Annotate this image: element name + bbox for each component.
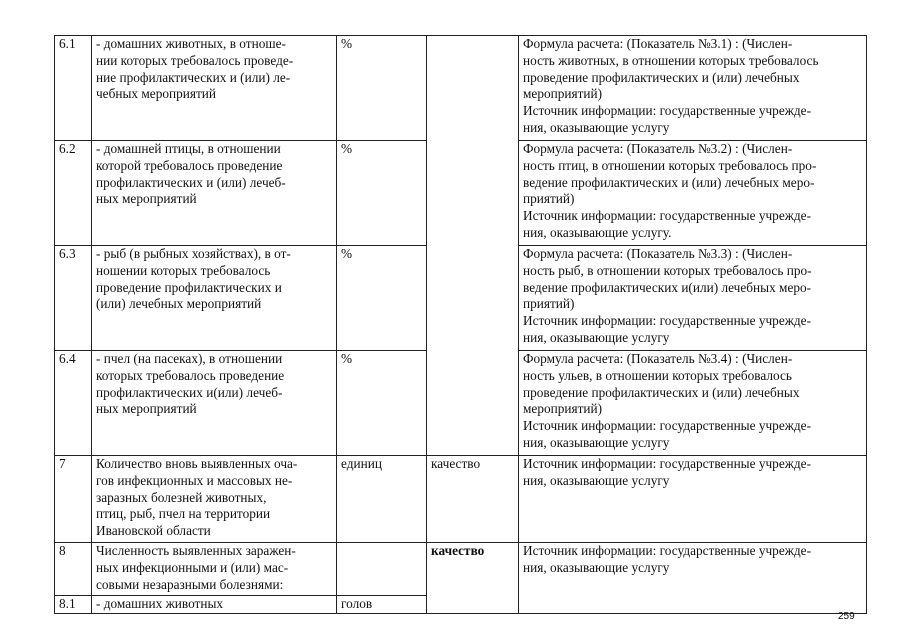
formula-source-cell: Формула расчета: (Показатель №3.1) : (Числен- ность животных, в отношении которых требовалось проведение профилактических и (или) лечебных мероприятий) Источник информации: государственные учрежде- ния, оказывающие услугу (519, 36, 867, 141)
indicator-name: - домашней птицы, в отношении которой требовалось проведение профилактических и (или) лечеб- ных мероприятий (92, 141, 337, 246)
formula-source-cell: Формула расчета: (Показатель №3.3) : (Числен- ность рыб, в отношении которых требовалось про- ведение профилактических и(или) лечебных меро- приятий) Источник информации: государственные учрежде- ния, оказывающие услугу (519, 246, 867, 351)
formula-source-cell: Формула расчета: (Показатель №3.4) : (Числен- ность ульев, в отношении которых требовалось проведение профилактических и (или) лечебных мероприятий) Источник информации: государственные учрежде- ния, оказывающие услугу (519, 351, 867, 456)
page-number: 259 (838, 611, 855, 622)
formula-source-cell: Источник информации: государственные учрежде- ния, оказывающие услугу (519, 456, 867, 543)
row-number: 8.1 (55, 596, 92, 614)
row-number: 6.4 (55, 351, 92, 456)
unit-cell: % (337, 141, 427, 246)
unit-cell: % (337, 36, 427, 141)
row-number: 6.3 (55, 246, 92, 351)
indicator-table (54, 35, 867, 614)
row-number: 6.1 (55, 36, 92, 141)
indicator-name: - рыб (в рыбных хозяйствах), в от- ношении которых требовалось проведение профилактических и (или) лечебных мероприятий (92, 246, 337, 351)
indicator-name: Количество вновь выявленных оча- гов инфекционных и массовых не- заразных болезней животных, птиц, рыб, пчел на территории Ивановской области (92, 456, 337, 543)
unit-cell: единиц (337, 456, 427, 543)
indicator-name: - домашних животных (92, 596, 337, 614)
type-cell: качество (427, 456, 519, 543)
row-number: 7 (55, 456, 92, 543)
unit-cell (337, 543, 427, 596)
table-row (55, 543, 867, 596)
type-cell: качество (427, 543, 519, 614)
indicator-name: Численность выявленных заражен- ных инфекционными и (или) мас- совыми незаразными болезнями: (92, 543, 337, 596)
unit-cell: голов (337, 596, 427, 614)
table-row (55, 456, 867, 543)
type-cell (427, 36, 519, 456)
unit-cell: % (337, 246, 427, 351)
row-number: 6.2 (55, 141, 92, 246)
table-row (55, 36, 867, 141)
unit-cell: % (337, 351, 427, 456)
row-number: 8 (55, 543, 92, 596)
indicator-name: - пчел (на пасеках), в отношении которых требовалось проведение профилактических и(или) лечеб- ных мероприятий (92, 351, 337, 456)
indicator-name: - домашних животных, в отноше- нии которых требовалось проведе- ние профилактических и (или) ле- чебных мероприятий (92, 36, 337, 141)
formula-source-cell: Источник информации: государственные учрежде- ния, оказывающие услугу (519, 543, 867, 614)
formula-source-cell: Формула расчета: (Показатель №3.2) : (Числен- ность птиц, в отношении которых требовалось про- ведение профилактических и (или) лечебных меро- приятий) Источник информации: государственные учрежде- ния, оказывающие услугу. (519, 141, 867, 246)
